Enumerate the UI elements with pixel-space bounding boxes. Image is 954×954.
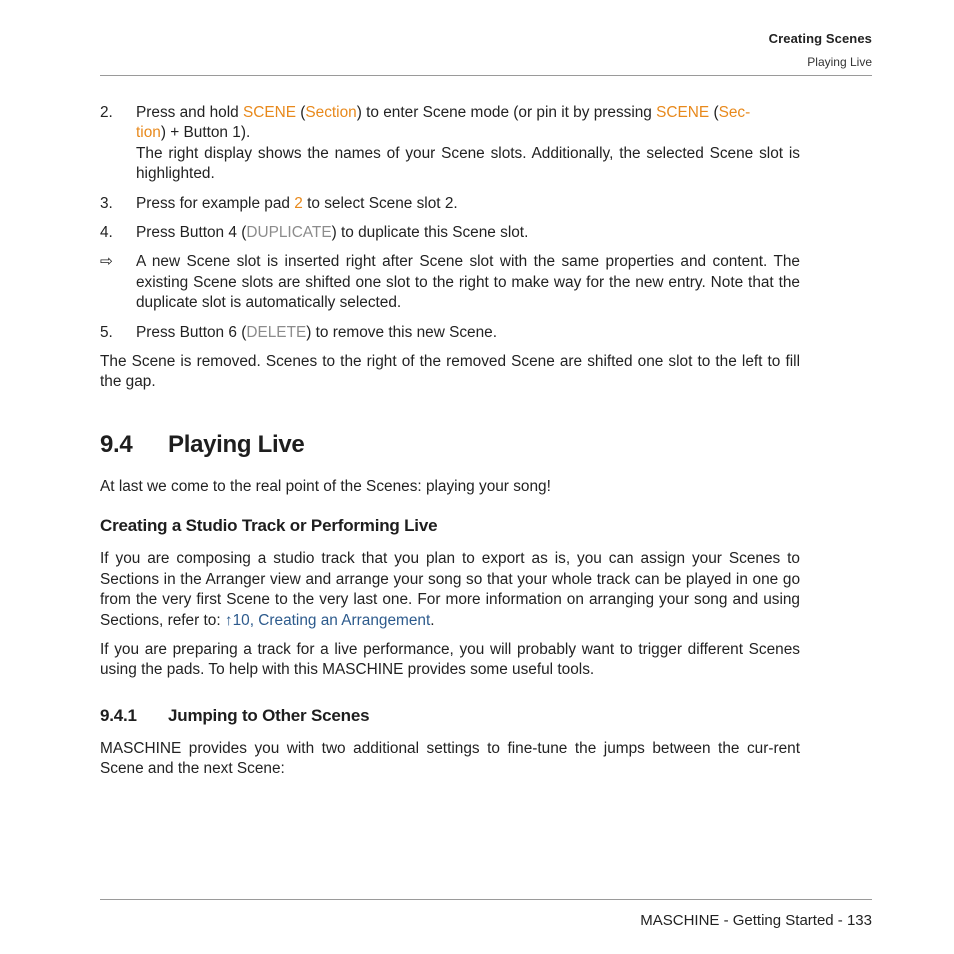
- step-text: Press Button 4 (: [136, 224, 247, 242]
- step-5: [100, 323, 800, 343]
- step-number: 3.: [100, 194, 113, 212]
- running-header-section: Playing Live: [807, 55, 872, 69]
- step-4: [100, 223, 800, 243]
- duplicate-button-label: DUPLICATE: [246, 224, 332, 242]
- section-button-label: Sec- tion: [136, 104, 751, 142]
- header-divider: [100, 75, 872, 76]
- step-text: Press for example pad: [136, 194, 295, 212]
- result-text: A new Scene slot is inserted right after Scene slot with the same properties and content. The existing Scene slots are shifted one slot to the right to make way for the new entry. Note that the duplicate slot is automatically selected.: [136, 253, 800, 312]
- running-header-chapter: Creating Scenes: [768, 31, 872, 46]
- delete-button-label: DELETE: [246, 323, 307, 341]
- section-button-label: Section: [305, 104, 357, 121]
- step-3: [100, 194, 800, 214]
- result-arrow-icon: ⇨: [100, 253, 113, 271]
- paragraph-text: If you are composing a studio track that you plan to export as is, you can assign your Scenes to Sections in the Arranger view and arrange your song so that your whole track can be played in one go from the very first Scene to the very last one. For more information on arranging your song and using Sections, refer to:: [100, 550, 800, 629]
- step-text: ) + Button 1).: [160, 124, 251, 142]
- step-note: The right display shows the names of your Scene slots. Additionally, the selected Scene slot is highlighted.: [136, 144, 800, 183]
- page-footer: MASCHINE - Getting Started - 133: [640, 912, 872, 929]
- pad-number-label: 2: [294, 194, 303, 212]
- step-text: ) to remove this new Scene.: [306, 323, 497, 341]
- section-number: 9.4: [100, 430, 133, 458]
- studio-track-paragraph: [100, 549, 800, 631]
- sub-heading: Creating a Studio Track or Performing Live: [100, 516, 438, 536]
- result-paragraph: The Scene is removed. Scenes to the right of the removed Scene are shifted one slot to the left to fill the gap.: [100, 353, 800, 391]
- footer-divider: [100, 899, 872, 900]
- step-text: Press Button 6 (: [136, 323, 247, 341]
- result-step: [100, 252, 800, 313]
- paragraph-text: .: [430, 611, 435, 629]
- section-title: Playing Live: [168, 430, 305, 458]
- subsection-title: Jumping to Other Scenes: [168, 705, 370, 725]
- subsection-number: 9.4.1: [100, 705, 137, 725]
- live-performance-paragraph: If you are preparing a track for a live performance, you will probably want to trigger different Scenes using the pads. To help with this MASCHINE provides some useful tools.: [100, 640, 800, 679]
- section-intro: At last we come to the real point of the Scenes: playing your song!: [100, 477, 551, 495]
- step-text: (: [295, 104, 306, 121]
- step-number: 4.: [100, 224, 113, 242]
- step-number: 5.: [100, 323, 113, 341]
- scene-button-label: SCENE: [242, 104, 296, 121]
- arrangement-link[interactable]: ↑10, Creating an Arrangement: [224, 611, 431, 629]
- scene-button-label: SCENE: [656, 104, 710, 121]
- page-body: [100, 103, 800, 789]
- section-heading: [100, 431, 800, 459]
- step-number: 2.: [100, 104, 113, 121]
- step-text: Press and hold: [136, 104, 243, 121]
- step-text: ) to duplicate this Scene slot.: [331, 224, 529, 242]
- subsection-paragraph: MASCHINE provides you with two additional settings to fine-tune the jumps between the cur-rent Scene and the next Scene:: [100, 739, 800, 778]
- subsection-heading: [100, 705, 800, 727]
- step-text: ) to enter Scene mode (or pin it by pressing: [356, 104, 657, 121]
- step-text: (: [709, 104, 719, 121]
- step-2: [100, 103, 800, 185]
- step-text: to select Scene slot 2.: [302, 194, 458, 212]
